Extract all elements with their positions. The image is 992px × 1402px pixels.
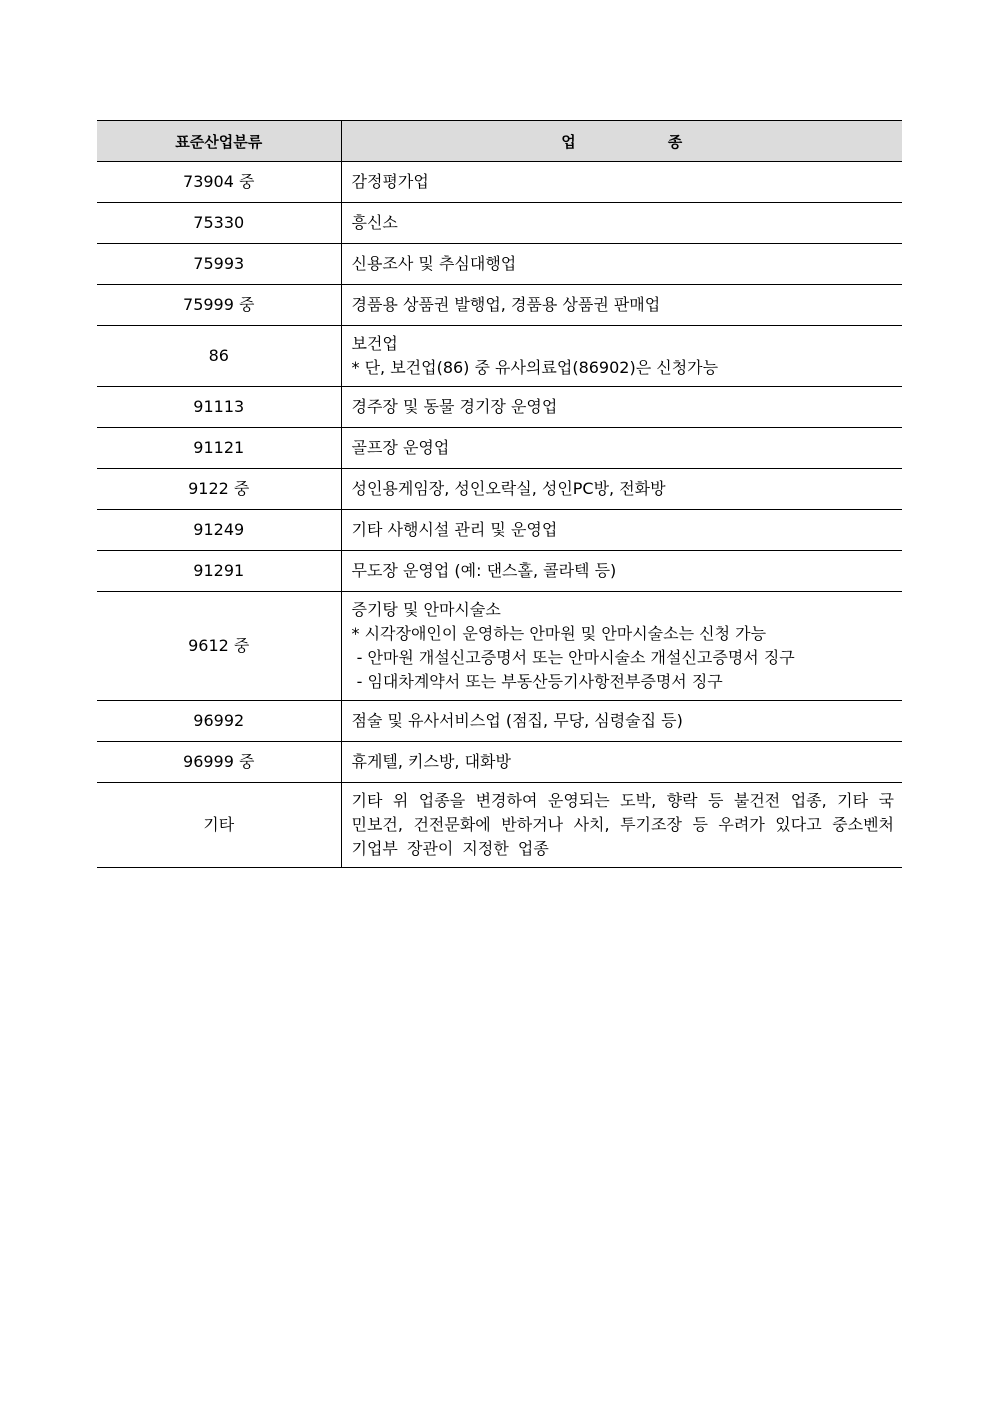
industry-code-cell: 기타 [97, 783, 341, 868]
table-row [97, 285, 902, 326]
table-row [97, 742, 902, 783]
industry-description-line: - 안마원 개설신고증명서 또는 안마시술소 개설신고증명서 징구 [351, 648, 795, 667]
industry-description-cell [341, 387, 902, 428]
table-row [97, 162, 902, 203]
industry-description-line: 신용조사 및 추심대행업 [351, 254, 517, 273]
industry-description-cell [341, 428, 902, 469]
industry-description-line: 감정평가업 [351, 172, 429, 191]
industry-description-line: 경품용 상품권 발행업, 경품용 상품권 판매업 [351, 295, 661, 314]
industry-description-cell [341, 701, 902, 742]
header-standard-industry-code: 표준산업분류 [97, 121, 341, 162]
industry-description-line: 경주장 및 동물 경기장 운영업 [351, 397, 558, 416]
industry-description-line: 기타 사행시설 관리 및 운영업 [351, 520, 558, 539]
industry-description-paragraph: 기타 위 업종을 변경하여 운영되는 도박, 향락 등 불건전 업종, 기타 국민보건, 건전문화에 반하거나 사치, 투기조장 등 우려가 있다고 중소벤처기업부 장관이 지정한 업종 [351, 791, 894, 858]
table-row [97, 592, 902, 701]
industry-code-cell: 91249 [97, 510, 341, 551]
industry-code-cell: 91113 [97, 387, 341, 428]
industry-description-line: 골프장 운영업 [351, 438, 450, 457]
table-row [97, 469, 902, 510]
industry-description-cell [341, 244, 902, 285]
industry-description-line: 휴게텔, 키스방, 대화방 [351, 752, 511, 771]
industry-code-cell: 9612 중 [97, 592, 341, 701]
industry-description-line: - 임대차계약서 또는 부동산등기사항전부증명서 징구 [351, 672, 723, 691]
industry-description-cell [341, 162, 902, 203]
industry-code-cell: 9122 중 [97, 469, 341, 510]
industry-description-cell [341, 326, 902, 387]
industry-description-line: 흥신소 [351, 213, 398, 232]
table-row [97, 551, 902, 592]
header-industry-type-part1: 업 [561, 132, 576, 151]
header-industry-type-part2: 종 [667, 132, 683, 151]
industry-description-cell [341, 551, 902, 592]
industry-code-cell: 91291 [97, 551, 341, 592]
industry-code-cell: 75999 중 [97, 285, 341, 326]
industry-description-line: 증기탕 및 안마시술소 [351, 600, 501, 619]
industry-code-cell: 75330 [97, 203, 341, 244]
table-header-row [97, 121, 902, 162]
table-row [97, 387, 902, 428]
table-row [97, 203, 902, 244]
industry-description-line: 성인용게임장, 성인오락실, 성인PC방, 전화방 [351, 479, 666, 498]
table-body [97, 162, 902, 868]
industry-code-cell: 86 [97, 326, 341, 387]
table-row [97, 326, 902, 387]
industry-description-line: * 시각장애인이 운영하는 안마원 및 안마시술소는 신청 가능 [351, 624, 767, 643]
industry-description-cell [341, 742, 902, 783]
industry-code-cell: 96999 중 [97, 742, 341, 783]
industry-description-line: 점술 및 유사서비스업 (점집, 무당, 심령술집 등) [351, 711, 683, 730]
table-row [97, 244, 902, 285]
table-row [97, 428, 902, 469]
industry-code-cell: 91121 [97, 428, 341, 469]
industry-description-cell [341, 203, 902, 244]
industry-code-cell: 96992 [97, 701, 341, 742]
industry-description-cell [341, 285, 902, 326]
table-row [97, 783, 902, 868]
industry-description-line: 보건업 [351, 334, 398, 353]
header-industry-type [341, 121, 902, 162]
industry-description-cell [341, 469, 902, 510]
table-row [97, 701, 902, 742]
industry-description-cell [341, 510, 902, 551]
industry-exclusion-table [97, 120, 902, 868]
industry-description-line: * 단, 보건업(86) 중 유사의료업(86902)은 신청가능 [351, 358, 719, 377]
industry-description-cell [341, 592, 902, 701]
industry-code-cell: 75993 [97, 244, 341, 285]
industry-description-cell [341, 783, 902, 868]
table-row [97, 510, 902, 551]
industry-code-cell: 73904 중 [97, 162, 341, 203]
industry-description-line: 무도장 운영업 (예: 댄스홀, 콜라텍 등) [351, 561, 617, 580]
